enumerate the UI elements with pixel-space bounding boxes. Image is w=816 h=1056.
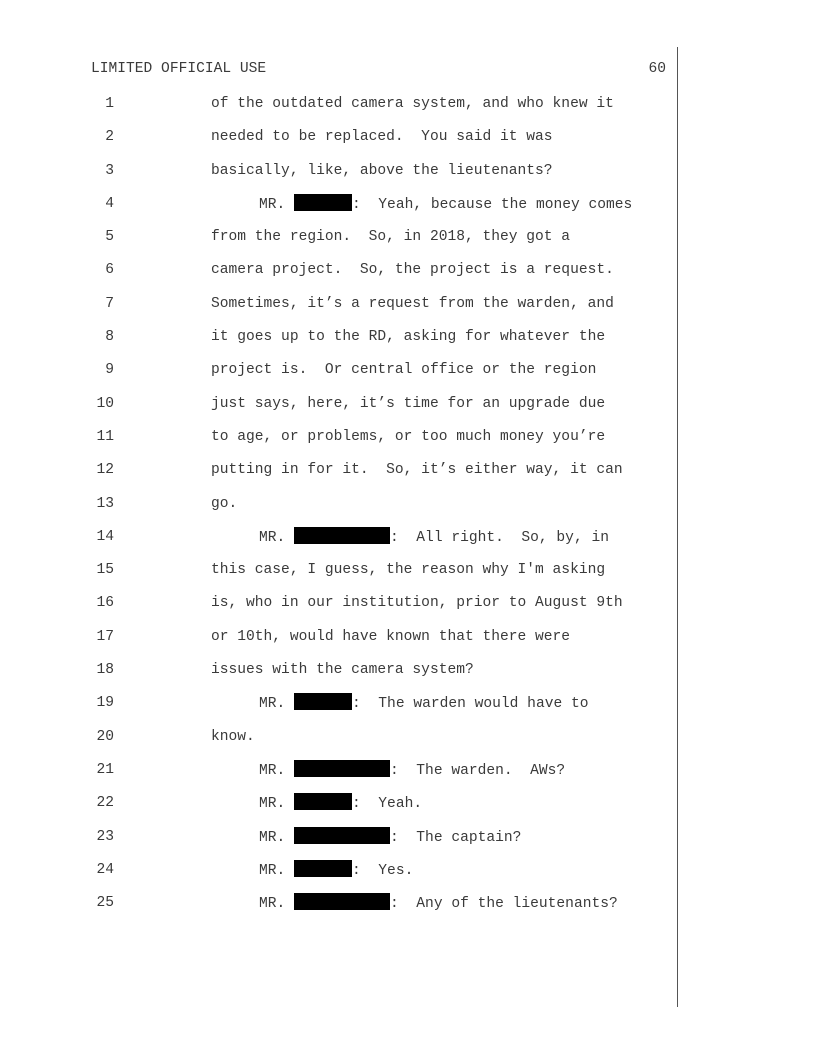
transcript-line [0,560,816,593]
line-number: 6 [105,262,114,279]
speaker-prefix: MR. [259,896,295,913]
line-number: 24 [96,861,114,878]
transcript-line [0,127,816,160]
line-number: 20 [96,728,114,745]
speaker-line [259,693,589,714]
line-text: basically, like, above the lieutenants? [211,162,553,179]
classification-label: LIMITED OFFICIAL USE [91,61,267,77]
line-number: 2 [105,129,114,146]
line-number: 12 [96,462,114,479]
line-number: 18 [96,662,114,679]
transcript-line [0,693,816,726]
line-text: putting in for it. So, it’s either way, it can [211,462,623,479]
speaker-line [259,793,422,814]
speaker-prefix: MR. [259,796,295,813]
line-number: 15 [96,562,114,579]
line-text: it goes up to the RD, asking for whatever the [211,329,606,346]
line-text: issues with the camera system? [211,662,474,679]
speaker-line [259,827,521,848]
speaker-line [259,760,565,781]
line-number: 5 [105,229,114,246]
transcript-line [0,94,816,127]
line-text: is, who in our institution, prior to August 9th [211,595,623,612]
line-number: 4 [105,195,114,212]
line-text: this case, I guess, the reason why I'm asking [211,562,606,579]
transcript-line [0,427,816,460]
line-text: go. [211,495,238,512]
speaker-prefix: MR. [259,529,295,546]
redaction-box [294,893,390,910]
line-text: to age, or problems, or too much money you’re [211,428,606,445]
speaker-prefix: MR. [259,196,295,213]
transcript-line [0,394,816,427]
line-number: 1 [105,96,114,112]
line-number: 14 [96,528,114,545]
transcript-line [0,260,816,293]
line-number: 8 [105,329,114,346]
page-number: 60 [648,61,666,77]
transcript-body [0,94,816,926]
line-number: 7 [105,295,114,312]
speaker-text: : Any of the lieutenants? [390,896,618,913]
redaction-box [294,194,352,211]
transcript-line [0,227,816,260]
speaker-prefix: MR. [259,696,295,713]
transcript-line [0,593,816,626]
speaker-text: : Yes. [352,862,414,879]
line-text: needed to be replaced. You said it was [211,129,553,146]
line-text: camera project. So, the project is a request. [211,262,614,279]
redaction-box [294,793,352,810]
speaker-line [259,527,609,548]
transcript-line [0,827,816,860]
transcript-line [0,727,816,760]
line-number: 17 [96,628,114,645]
redaction-box [294,527,390,544]
line-number: 11 [96,428,114,445]
transcript-line [0,194,816,227]
speaker-prefix: MR. [259,862,295,879]
redaction-box [294,760,390,777]
transcript-line [0,860,816,893]
transcript-line [0,760,816,793]
speaker-prefix: MR. [259,829,295,846]
transcript-line [0,360,816,393]
redaction-box [294,693,352,710]
redaction-box [294,827,390,844]
transcript-line [0,460,816,493]
transcript-line [0,527,816,560]
redaction-box [294,860,352,877]
transcript-line [0,327,816,360]
line-number: 3 [105,162,114,179]
speaker-line [259,893,618,914]
line-text: of the outdated camera system, and who knew it [211,96,614,112]
line-number: 23 [96,828,114,845]
line-text: or 10th, would have known that there were [211,628,571,645]
line-number: 25 [96,895,114,912]
speaker-text: : The captain? [390,829,522,846]
transcript-line [0,294,816,327]
transcript-line [0,161,816,194]
speaker-text: : Yeah, because the money comes [352,196,633,213]
line-number: 21 [96,761,114,778]
line-number: 16 [96,595,114,612]
speaker-prefix: MR. [259,762,295,779]
line-number: 13 [96,495,114,512]
line-text: Sometimes, it’s a request from the warden, and [211,295,614,312]
speaker-text: : All right. So, by, in [390,529,609,546]
line-text: just says, here, it’s time for an upgrade due [211,395,606,412]
speaker-text: : Yeah. [352,796,423,813]
speaker-text: : The warden would have to [352,696,589,713]
line-number: 22 [96,795,114,812]
speaker-line [259,194,632,215]
transcript-line [0,494,816,527]
transcript-line [0,893,816,926]
transcript-line [0,793,816,826]
transcript-line [0,627,816,660]
speaker-line [259,860,413,881]
line-text: project is. Or central office or the region [211,362,597,379]
line-text: from the region. So, in 2018, they got a [211,229,571,246]
transcript-line [0,660,816,693]
speaker-text: : The warden. AWs? [390,762,566,779]
line-number: 9 [105,362,114,379]
line-number: 10 [96,395,114,412]
line-number: 19 [96,695,114,712]
line-text: know. [211,728,255,745]
